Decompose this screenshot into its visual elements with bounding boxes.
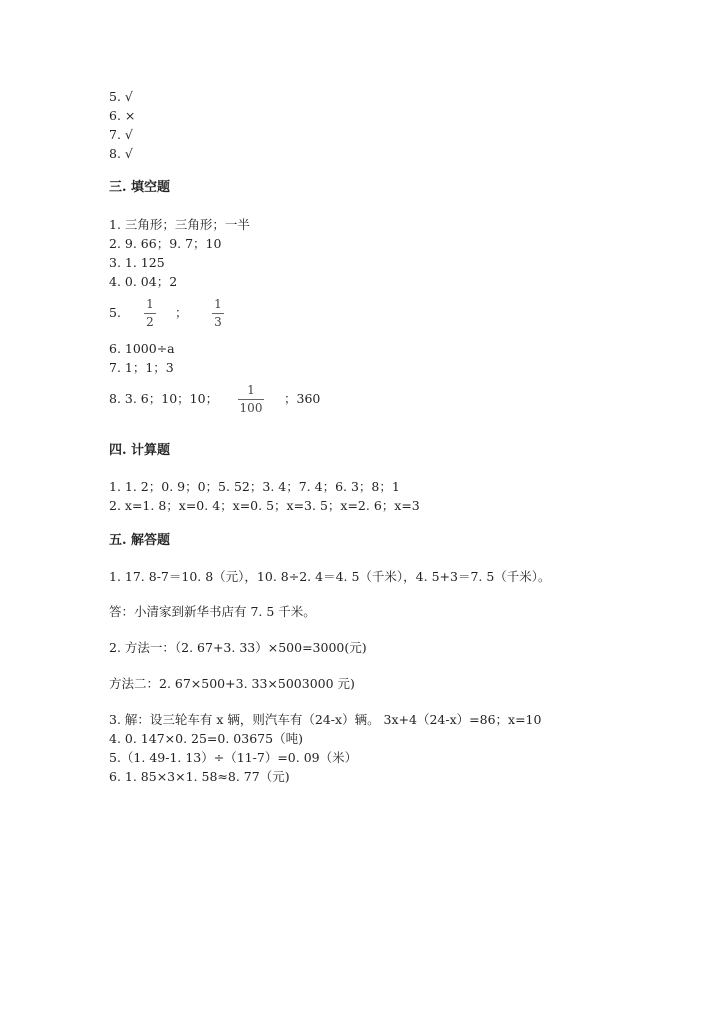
fraction-denominator: 2	[146, 315, 154, 329]
judgement-item-5: 5. √	[109, 89, 133, 104]
fill-answer-8-suffix: ；360	[284, 391, 321, 406]
fraction-denominator: 3	[214, 315, 222, 329]
fill-answer-5-separator: ；	[175, 305, 188, 320]
fraction-numerator: 1	[247, 383, 255, 397]
fill-answer-3: 3. 1. 125	[109, 255, 165, 270]
fill-answer-5-prefix: 5.	[109, 305, 121, 320]
fill-answer-2: 2. 9. 66；9. 7；10	[109, 236, 222, 251]
judgement-item-7: 7. √	[109, 127, 133, 142]
fraction-one-third	[212, 298, 224, 329]
section-3-title: 三. 填空题	[109, 180, 171, 195]
solve-answer-3: 3. 解：设三轮车有 x 辆，则汽车有（24-x）辆。 3x+4（24-x）=86；x=10	[109, 712, 542, 727]
section-4-title: 四. 计算题	[109, 443, 171, 458]
fill-answer-4: 4. 0. 04；2	[109, 274, 178, 289]
solve-answer-6: 6. 1. 85×3×1. 58≈8. 77（元)	[109, 769, 290, 784]
solve-answer-4: 4. 0. 147×0. 25=0. 03675（吨)	[109, 731, 303, 746]
section-5-title: 五. 解答题	[109, 533, 171, 548]
fraction-one-half	[144, 298, 156, 329]
fraction-numerator: 1	[146, 297, 154, 311]
fill-answer-1: 1. 三角形；三角形；一半	[109, 217, 250, 232]
solve-answer-2-method-1: 2. 方法一：（2. 67+3. 33）×500=3000(元)	[109, 640, 367, 655]
fraction-bar	[212, 313, 224, 314]
fill-answer-6: 6. 1000÷a	[109, 341, 175, 356]
solve-answer-1: 1. 17. 8-7＝10. 8（元），10. 8÷2. 4＝4. 5（千米），4. 5+3＝7. 5（千米）。	[109, 569, 551, 584]
fraction-bar	[144, 313, 156, 314]
calc-answer-1: 1. 1. 2；0. 9；0；5. 52；3. 4；7. 4；6. 3；8；1	[109, 479, 400, 494]
fraction-bar	[238, 399, 264, 400]
fill-answer-8-prefix: 8. 3. 6；10；10；	[109, 391, 219, 406]
fraction-numerator: 1	[214, 297, 222, 311]
calc-answer-2: 2. x=1. 8；x=0. 4；x=0. 5；x=3. 5；x=2. 6；x=3	[109, 498, 420, 513]
solve-answer-1-conclusion: 答：小清家到新华书店有 7. 5 千米。	[109, 604, 316, 619]
solve-answer-2-method-2: 方法二：2. 67×500+3. 33×5003000 元)	[109, 676, 355, 691]
solve-answer-5: 5.（1. 49-1. 13）÷（11-7）=0. 09（米）	[109, 750, 358, 765]
fraction-denominator: 100	[239, 401, 263, 415]
fraction-one-hundredth	[238, 384, 264, 415]
fill-answer-7: 7. 1；1；3	[109, 360, 174, 375]
judgement-item-8: 8. √	[109, 146, 133, 161]
judgement-item-6: 6. ×	[109, 108, 136, 123]
